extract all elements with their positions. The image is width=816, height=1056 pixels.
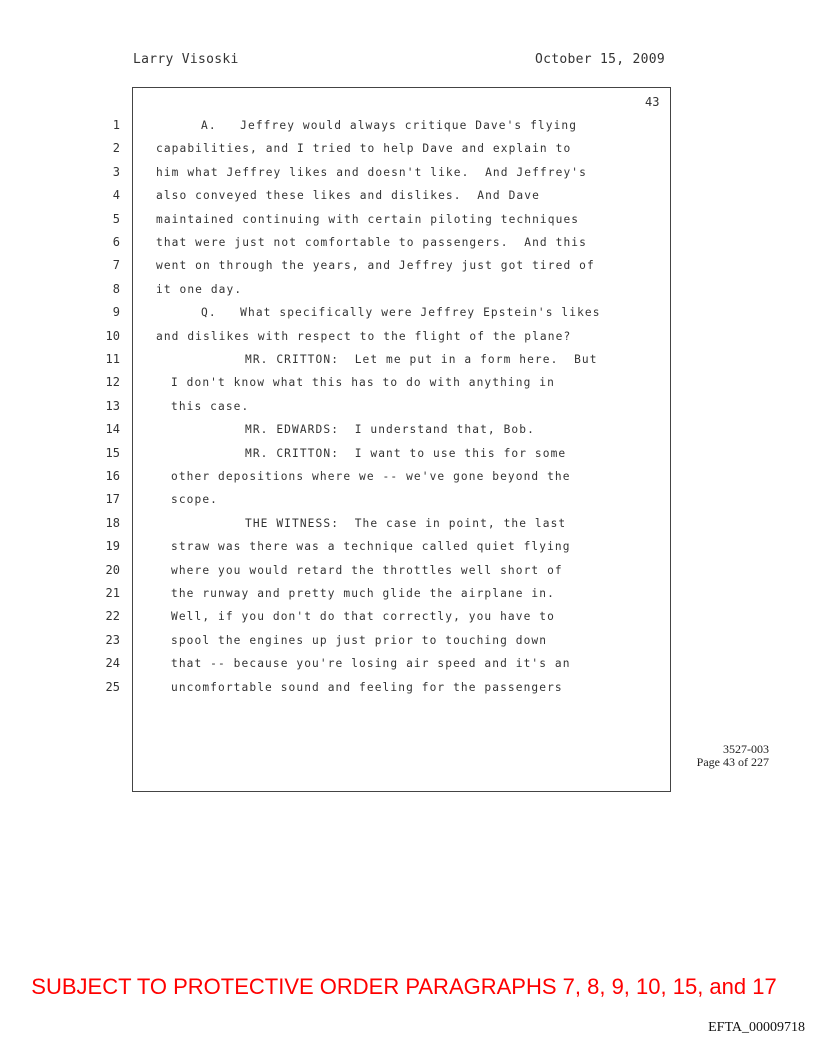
line-number: 24 [105, 656, 120, 671]
line-number: 11 [105, 352, 120, 366]
transcript-line: spool the engines up just prior to touching down [171, 633, 548, 647]
transcript-line: also conveyed these likes and dislikes. And Dave [156, 189, 540, 203]
line-number: 14 [105, 422, 120, 437]
transcript-line: MR. CRITTON: Let me put in a form here. But [245, 353, 598, 366]
transcript-line: other depositions where we -- we've gone beyond the [171, 470, 571, 483]
bates-number: EFTA_00009718 [708, 1020, 805, 1035]
line-number: 3 [112, 164, 120, 179]
transcript-line: scope. [171, 493, 219, 507]
transcript-page-number: 43 [645, 95, 660, 109]
transcript-line: capabilities, and I tried to help Dave and explain to [156, 142, 572, 156]
footer-identifier [697, 743, 769, 769]
transcript-line: Well, if you don't do that correctly, you have to [171, 610, 555, 624]
transcript-line: where you would retard the throttles well short of [171, 563, 563, 577]
page-of-total: Page 43 of 227 [696, 755, 769, 769]
protective-order-notice: SUBJECT TO PROTECTIVE ORDER PARAGRAPHS 7, 8, 9, 10, 15, and 17 [31, 974, 777, 999]
line-number: 16 [105, 469, 120, 483]
deposition-date: October 15, 2009 [535, 52, 666, 67]
line-number: 23 [105, 632, 120, 647]
line-number: 8 [112, 281, 120, 296]
line-number: 2 [112, 141, 120, 156]
line-number: 6 [112, 235, 120, 249]
line-number: 15 [105, 445, 120, 460]
case-id: 3527-003 [723, 742, 769, 756]
line-number: 7 [112, 258, 120, 273]
line-number: 5 [112, 211, 120, 226]
line-number: 20 [105, 562, 120, 577]
transcript-line: THE WITNESS: The case in point, the last [245, 516, 567, 530]
line-number: 10 [105, 328, 120, 343]
line-number: 19 [105, 539, 120, 554]
transcript-line: I don't know what this has to do with anything in [171, 376, 555, 390]
line-number: 4 [112, 188, 120, 203]
transcript-line: it one day. [156, 282, 243, 296]
line-number: 13 [105, 398, 120, 413]
line-number: 9 [112, 305, 120, 320]
transcript-line: straw was there was a technique called quiet flying [171, 540, 571, 554]
line-number: 22 [105, 609, 120, 624]
line-number: 17 [105, 492, 120, 507]
transcript-line: uncomfortable sound and feeling for the passengers [171, 680, 563, 694]
transcript-line: him what Jeffrey likes and doesn't like. And Jeffrey's [156, 165, 587, 179]
line-number: 12 [105, 375, 120, 390]
transcript-line: that -- because you're losing air speed and it's an [171, 657, 571, 671]
transcript-line: this case. [171, 399, 250, 413]
transcript-line: maintained continuing with certain piloting techniques [156, 212, 580, 226]
transcript-line: MR. EDWARDS: I understand that, Bob. [245, 423, 535, 437]
transcript-line: the runway and pretty much glide the airplane in. [171, 587, 555, 600]
transcript-line: went on through the years, and Jeffrey just got tired of [156, 259, 595, 273]
transcript-line: MR. CRITTON: I want to use this for some [245, 446, 567, 460]
line-number: 18 [105, 515, 120, 530]
transcript-line: A. Jeffrey would always critique Dave's flying [201, 119, 578, 132]
transcript-line: that were just not comfortable to passengers. And this [156, 236, 587, 249]
line-number: 21 [105, 586, 120, 600]
transcript-line: and dislikes with respect to the flight of the plane? [156, 329, 572, 343]
line-number: 25 [105, 679, 120, 694]
line-number: 1 [112, 118, 120, 132]
transcript-line: Q. What specifically were Jeffrey Epstein's likes [201, 306, 601, 320]
deponent-name: Larry Visoski [133, 52, 239, 67]
